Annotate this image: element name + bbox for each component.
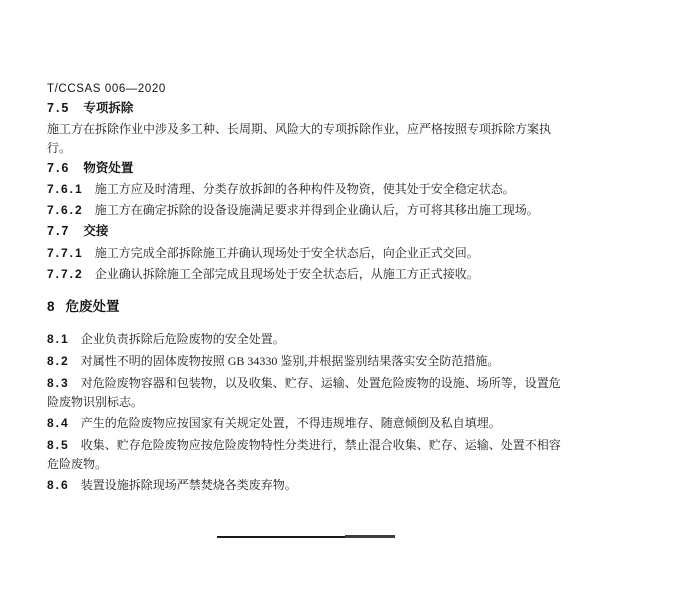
section-number: 7.5 xyxy=(47,101,71,115)
clause-text: 施工方在确定拆除的设备设施满足要求并得到企业确认后，方可将其移出施工现场。 xyxy=(94,203,539,217)
clause-8-5 xyxy=(47,436,607,455)
clause-text: 施工方应及时清理、分类存放拆卸的各种构件及物资，使其处于安全稳定状态。 xyxy=(94,182,515,196)
clause-text: 收集、贮存危险废物应按危险废物特性分类进行，禁止混合收集、贮存、运输、处置不相容 xyxy=(80,438,561,452)
clause-text: 施工方完成全部拆除施工并确认现场处于安全状态后，向企业正式交回。 xyxy=(94,246,479,260)
clause-8-5-continuation: 危险废物。 xyxy=(47,457,108,471)
clause-text: 企业负责拆除后危险废物的安全处置。 xyxy=(80,332,285,346)
clause-number: 8.5 xyxy=(47,438,70,452)
clause-8-3 xyxy=(47,374,607,393)
clause-text: 对属性不明的固体废物按照 GB 34330 鉴别,并根据鉴别结果落实安全防范措施。 xyxy=(80,354,500,368)
clause-number: 7.6.1 xyxy=(47,182,84,196)
section-number: 7.7 xyxy=(47,224,71,238)
clause-7-7-2 xyxy=(47,265,607,284)
chapter-title: 危废处置 xyxy=(65,299,120,314)
section-title: 专项拆除 xyxy=(83,101,134,115)
section-heading-7-6 xyxy=(47,159,607,178)
section-title: 物资处置 xyxy=(83,161,134,175)
clause-number: 8.1 xyxy=(47,332,70,346)
section-title: 交接 xyxy=(83,224,109,238)
clause-text: 对危险废物容器和包装物，以及收集、贮存、运输、处置危险废物的设施、场所等，设置危 xyxy=(80,376,561,390)
standard-number-header: T/CCSAS 006—2020 xyxy=(47,83,166,95)
clause-7-7-1 xyxy=(47,244,607,263)
clause-text: 产生的危险废物应按国家有关规定处置，不得违规堆存、随意倾倒及私自填埋。 xyxy=(80,416,501,430)
clause-8-4 xyxy=(47,414,607,433)
chapter-number: 8 xyxy=(47,299,56,314)
clause-number: 8.4 xyxy=(47,416,70,430)
clause-8-3-continuation: 险废物识别标志。 xyxy=(47,395,144,409)
clause-text: 装置设施拆除现场严禁焚烧各类废弃物。 xyxy=(80,478,297,492)
clause-number: 7.6.2 xyxy=(47,203,84,217)
section-heading-7-7 xyxy=(47,222,607,241)
section-heading-7-5 xyxy=(47,99,607,118)
clause-number: 8.3 xyxy=(47,376,70,390)
section-number: 7.6 xyxy=(47,161,71,175)
clause-8-6 xyxy=(47,476,607,495)
clause-number: 8.6 xyxy=(47,478,70,492)
clause-text: 企业确认拆除施工全部完成且现场处于安全状态后，从施工方正式接收。 xyxy=(94,267,479,281)
paragraph-line: 行。 xyxy=(47,141,72,155)
paragraph-line: 施工方在拆除作业中涉及多工种、长周期、风险大的专项拆除作业，应严格按照专项拆除方案执 xyxy=(47,122,552,136)
clause-7-6-1 xyxy=(47,180,607,199)
clause-number: 7.7.1 xyxy=(47,246,84,260)
footer-rule xyxy=(217,536,395,538)
clause-8-2 xyxy=(47,352,607,371)
clause-number: 7.7.2 xyxy=(47,267,84,281)
clause-number: 8.2 xyxy=(47,354,70,368)
page-content xyxy=(47,80,607,495)
clause-8-1 xyxy=(47,330,607,349)
chapter-heading-8 xyxy=(47,297,607,316)
clause-7-6-2 xyxy=(47,201,607,220)
